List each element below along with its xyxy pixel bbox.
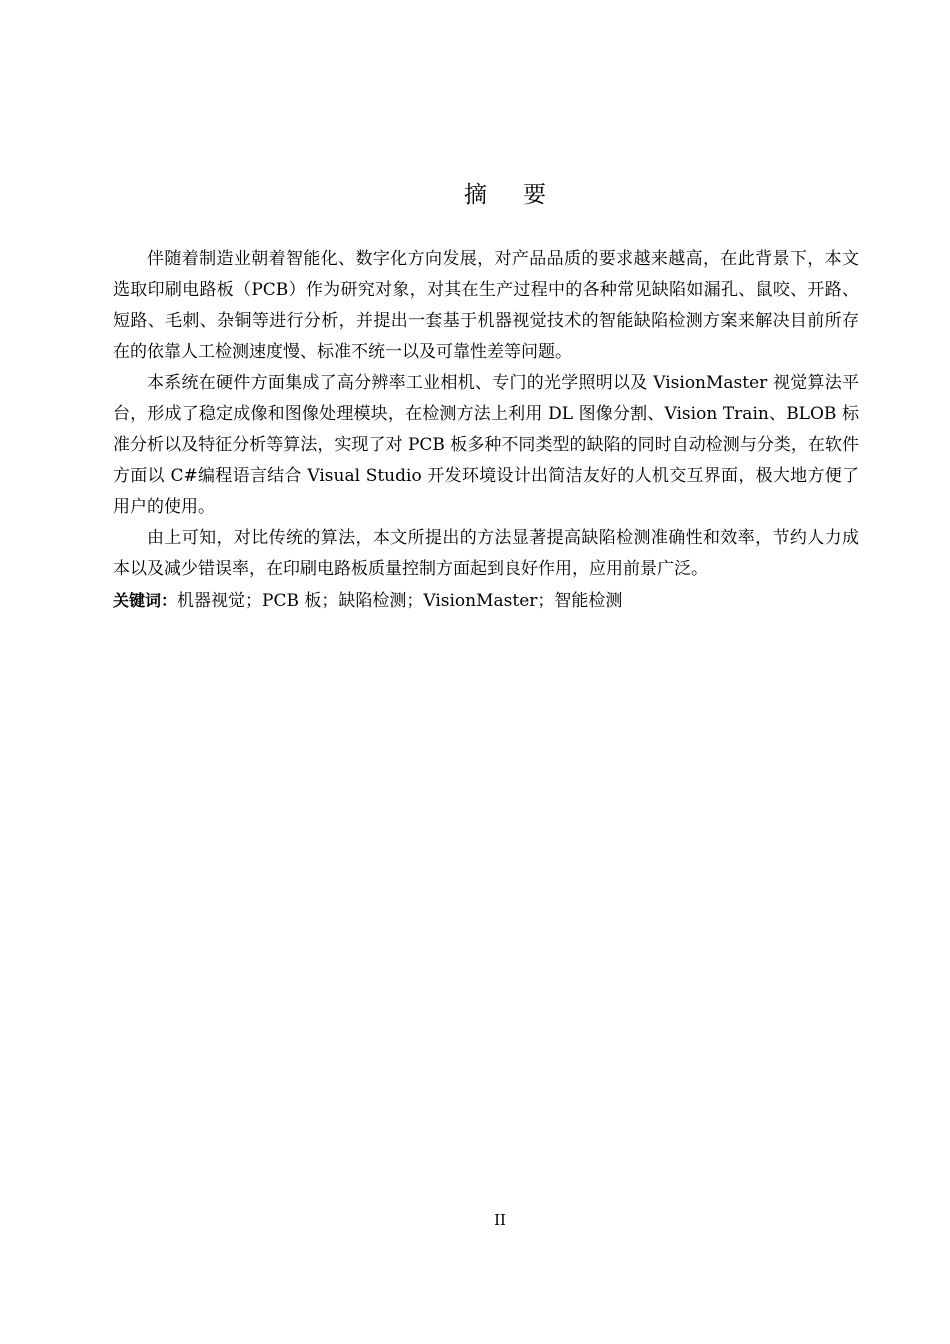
page-number: II	[494, 1211, 506, 1229]
keywords-text: 机器视觉；PCB 板；缺陷检测；VisionMaster；智能检测	[177, 591, 623, 611]
keywords-label: 关键词：	[113, 591, 178, 610]
abstract-title-part-1: 摘	[464, 182, 487, 208]
abstract-title-part-2: 要	[523, 182, 546, 208]
abstract-title	[0, 178, 950, 212]
keywords-line	[113, 585, 859, 617]
abstract-paragraph-3: 由上可知，对比传统的算法，本文所提出的方法显著提高缺陷检测准确性和效率，节约人力成本以及减少错误率，在印刷电路板质量控制方面起到良好作用，应用前景广泛。	[113, 528, 859, 579]
abstract-paragraph-2: 本系统在硬件方面集成了高分辨率工业相机、专门的光学照明以及 VisionMaster 视觉算法平台，形成了稳定成像和图像处理模块，在检测方法上利用 DL 图像分割、Vision Train、BLOB 标准分析以及特征分析等算法，实现了对 PCB 板多种不同类型的缺陷的同时自动检测与分类，在软件方面以 C#编程语言结合 Visual Studio 开发环境设计出简洁友好的人机交互界面，极大地方便了用户的使用。	[113, 373, 859, 517]
abstract-paragraph-1: 伴随着制造业朝着智能化、数字化方向发展，对产品品质的要求越来越高，在此背景下，本文选取印刷电路板（PCB）作为研究对象，对其在生产过程中的各种常见缺陷如漏孔、鼠咬、开路、短路、毛刺、杂铜等进行分析，并提出一套基于机器视觉技术的智能缺陷检测方案来解决目前所存在的依靠人工检测速度慢、标准不统一以及可靠性差等问题。	[113, 249, 859, 362]
abstract-body	[113, 244, 859, 617]
